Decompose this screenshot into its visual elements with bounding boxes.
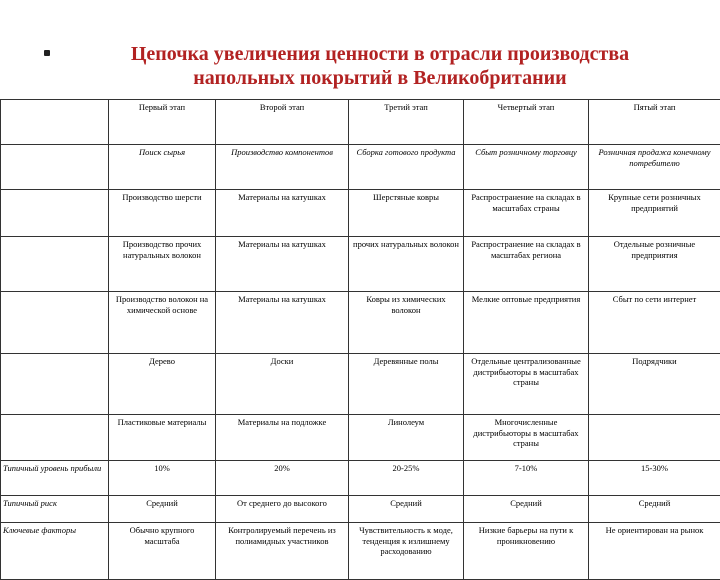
table-cell: Производство шерсти <box>109 190 216 237</box>
table-cell: Распространение на складах в масштабах региона <box>464 237 589 292</box>
table-cell <box>1 415 109 461</box>
table-cell <box>589 415 720 461</box>
table-cell: 20% <box>216 461 349 496</box>
table-cell: Дерево <box>109 354 216 415</box>
table-cell: Производство компонентов <box>216 145 349 190</box>
table-cell: Типичный риск <box>1 496 109 523</box>
table-row <box>1 190 720 237</box>
table-cell <box>1 292 109 354</box>
table-cell: Средний <box>109 496 216 523</box>
table-cell: Производство прочих натуральных волокон <box>109 237 216 292</box>
table-cell: Ковры из химических волокон <box>349 292 464 354</box>
table-cell: Чувствительность к моде, тенденция к излишнему расходованию <box>349 523 464 580</box>
table-cell: Материалы на катушках <box>216 292 349 354</box>
table-cell: Материалы на подложке <box>216 415 349 461</box>
table-cell: Распространение на складах в масштабах страны <box>464 190 589 237</box>
table-cell: Пластиковые материалы <box>109 415 216 461</box>
title-line-1: Цепочка увеличения ценности в отрасли производства <box>60 42 700 66</box>
value-chain-table <box>0 99 720 580</box>
table-cell: Средний <box>464 496 589 523</box>
table-cell <box>1 190 109 237</box>
table-cell: Не ориентирован на рынок <box>589 523 720 580</box>
risk-row <box>1 496 720 523</box>
table-cell: Низкие барьеры на пути к проникновению <box>464 523 589 580</box>
table-cell: Деревянные полы <box>349 354 464 415</box>
table-row <box>1 292 720 354</box>
title-line-2: напольных покрытий в Великобритании <box>60 66 700 90</box>
table-cell: Линолеум <box>349 415 464 461</box>
table-cell: Сбыт по сети интернет <box>589 292 720 354</box>
table-row <box>1 237 720 292</box>
table-cell: 10% <box>109 461 216 496</box>
table-cell: Обычно крупного масштаба <box>109 523 216 580</box>
table-cell: Материалы на катушках <box>216 190 349 237</box>
table-cell: Второй этап <box>216 100 349 145</box>
table-cell <box>1 354 109 415</box>
table-cell: Шерстяные ковры <box>349 190 464 237</box>
table-cell: От среднего до высокого <box>216 496 349 523</box>
table-cell: 15-30% <box>589 461 720 496</box>
table-cell: Доски <box>216 354 349 415</box>
table-cell: Третий этап <box>349 100 464 145</box>
table-cell: Сбыт розничному торговцу <box>464 145 589 190</box>
table-cell <box>1 237 109 292</box>
table-cell: Типичный уровень прибыли <box>1 461 109 496</box>
table-cell: Пятый этап <box>589 100 720 145</box>
table-cell: Первый этап <box>109 100 216 145</box>
table-cell: Средний <box>349 496 464 523</box>
table-cell: Контролируемый перечень из полиамидных участников <box>216 523 349 580</box>
table-cell: Ключевые факторы <box>1 523 109 580</box>
table-cell: прочих натуральных волокон <box>349 237 464 292</box>
table-cell: Средний <box>589 496 720 523</box>
table-cell: 20-25% <box>349 461 464 496</box>
table-cell: Мелкие оптовые предприятия <box>464 292 589 354</box>
slide-title <box>60 42 700 90</box>
table-cell: Отдельные централизованные дистрибьюторы в масштабах страны <box>464 354 589 415</box>
table-cell <box>1 100 109 145</box>
table-cell: 7-10% <box>464 461 589 496</box>
title-bullet-icon <box>44 50 50 56</box>
table-cell <box>1 145 109 190</box>
profit-row <box>1 461 720 496</box>
table-cell: Производство волокон на химической основе <box>109 292 216 354</box>
header-row <box>1 100 720 145</box>
table-row <box>1 354 720 415</box>
table-row <box>1 415 720 461</box>
factors-row <box>1 523 720 580</box>
table-cell: Отдельные розничные предприятия <box>589 237 720 292</box>
table-cell: Крупные сети розничных предприятий <box>589 190 720 237</box>
table-cell: Поиск сырья <box>109 145 216 190</box>
table-cell: Многочисленные дистрибьюторы в масштабах страны <box>464 415 589 461</box>
stages-row <box>1 145 720 190</box>
table-cell: Четвертый этап <box>464 100 589 145</box>
table-body <box>1 100 720 580</box>
table-cell: Подрядчики <box>589 354 720 415</box>
table-cell: Материалы на катушках <box>216 237 349 292</box>
table-cell: Розничная продажа конечному потребителю <box>589 145 720 190</box>
table-cell: Сборка готового продукта <box>349 145 464 190</box>
